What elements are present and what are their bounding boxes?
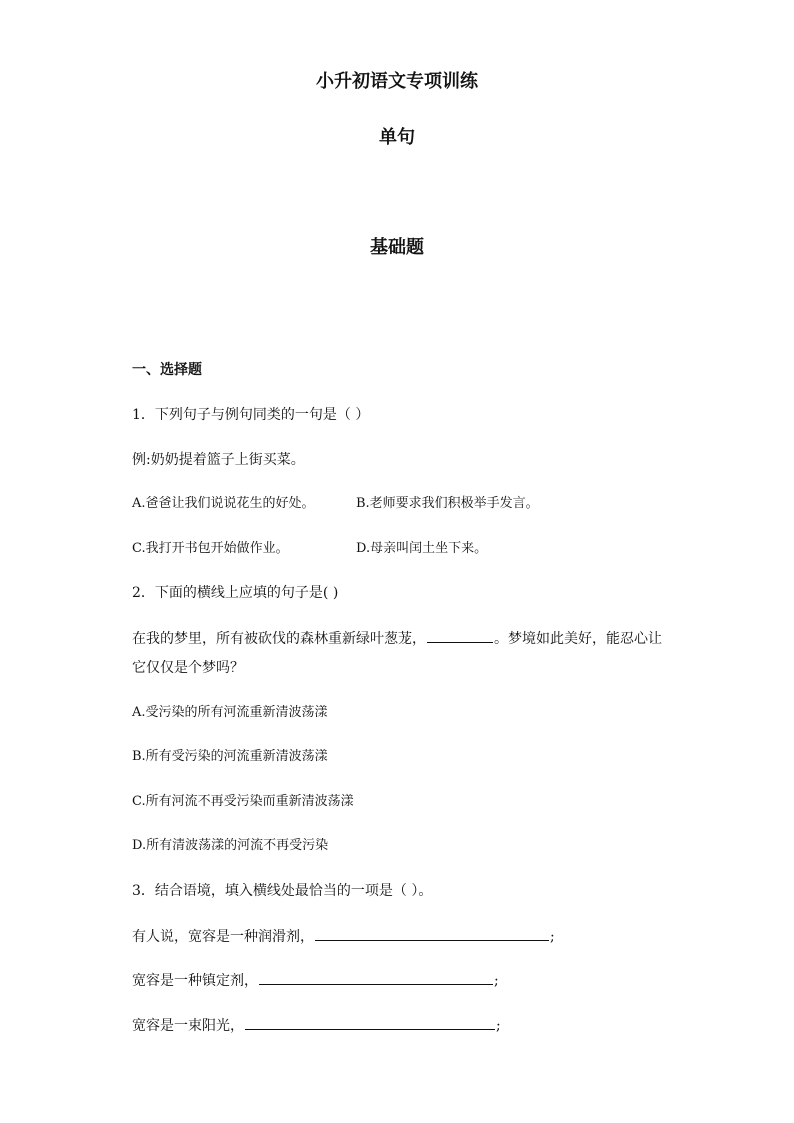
question-3-line-3 [132,1015,501,1036]
question-3-line-1-end: ; [550,929,555,945]
section-heading: 一、选择题 [132,362,202,378]
question-3-line-3-end: ; [496,1018,501,1034]
question-2-option-d: D.所有清波荡漾的河流不再受污染 [132,838,329,853]
question-3-blank-1 [315,926,549,941]
level-heading: 基础题 [370,237,424,258]
question-1-option-b: B.老师要求我们积极举手发言。 [356,496,539,511]
question-3-line-3-text: 宽容是一束阳光， [132,1018,244,1034]
question-2-passage-before: 在我的梦里，所有被砍伐的森林重新绿叶葱茏， [132,631,426,647]
question-1-option-d: D.母亲叫闰土坐下来。 [356,541,488,556]
question-3-line-2 [132,970,499,991]
question-2-passage [132,628,662,649]
question-2-blank [427,628,493,643]
question-2-option-a: A.受污染的所有河流重新清波荡漾 [132,705,328,720]
question-1-example: 例:奶奶提着篮子上街买菜。 [132,452,305,468]
document-title: 小升初语文专项训练 [316,71,478,92]
question-3-line-1 [132,926,555,947]
document-subtitle: 单句 [379,127,415,148]
question-3-blank-3 [245,1015,495,1030]
question-2-option-b: B.所有受污染的河流重新清波荡漾 [132,749,328,764]
question-3-line-2-end: ; [494,973,499,989]
question-1-option-c: C.我打开书包开始做作业。 [132,541,289,556]
question-1-option-a: A.爸爸让我们说说花生的好处。 [132,496,315,511]
question-3-line-1-text: 有人说，宽容是一种润滑剂， [132,929,314,945]
question-2-option-c: C.所有河流不再受污染而重新清波荡漾 [132,794,354,809]
question-2-passage-line2: 它仅仅是个梦吗？ [132,660,244,676]
question-2-passage-after: 。梦境如此美好，能忍心让 [494,631,662,647]
question-2-stem: 2．下面的横线上应填的句子是( ) [132,585,339,601]
question-3-line-2-text: 宽容是一种镇定剂， [132,973,258,989]
question-1-stem: 1．下列句子与例句同类的一句是（ ） [132,407,370,423]
question-3-blank-2 [259,970,493,985]
question-3-stem: 3．结合语境，填入横线处最恰当的一项是（ ）。 [132,883,433,899]
